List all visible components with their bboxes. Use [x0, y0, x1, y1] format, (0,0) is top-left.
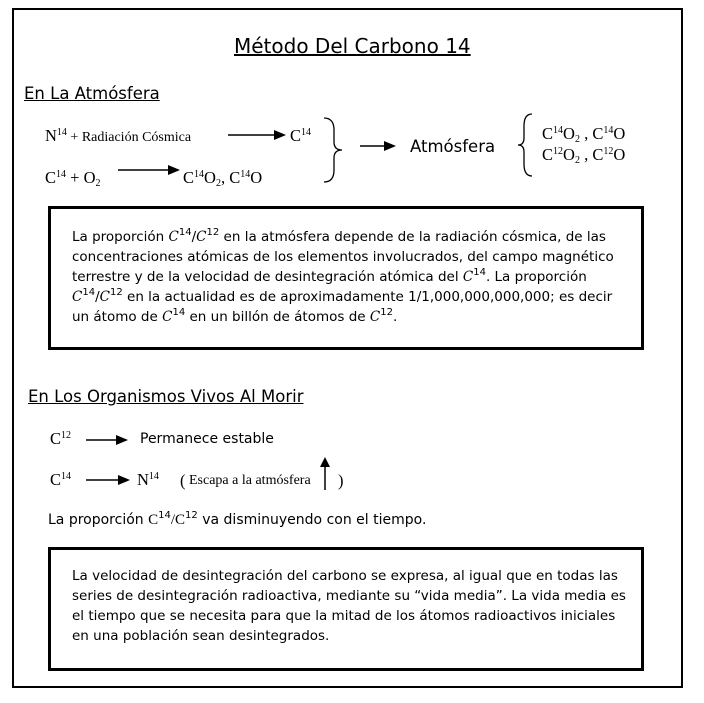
atmosphere-label: Atmósfera: [410, 137, 496, 156]
atmosphere-result-14: $C^{14}O_2$ , $C^{14}O$: [542, 124, 626, 145]
row-c12-result: Permanece estable: [140, 431, 274, 447]
arrow-icon: [86, 473, 130, 487]
row-c14-isotope: $C^{14}$: [50, 470, 72, 489]
info-text-half-life: [72, 566, 626, 646]
arrow-icon: [118, 163, 180, 177]
info-line: terrestre y de la velocidad de desintegración atómica del $C^{14}$. La proporción: [72, 267, 587, 285]
row-c14-escape-text: Escapa a la atmósfera: [189, 473, 311, 488]
row-c14-product: $N^{14}$: [137, 470, 159, 489]
reaction-1-left: $N^{14}$ + Radiación Cósmica: [45, 126, 192, 145]
info-line: series de desintegración radioactiva, mediante su “vida media”. La vida media es: [72, 588, 626, 604]
left-brace-icon: [516, 112, 536, 178]
arrow-icon: [360, 139, 396, 153]
info-line: un átomo de $C^{14}$ en un billón de átomos de $C^{12}$.: [72, 307, 398, 325]
arrow-icon: [86, 433, 128, 447]
info-line: en una población sean desintegrados.: [72, 628, 330, 644]
info-line: concentraciones atómicas de los elementos involucrados, del campo magnético: [72, 249, 614, 265]
reaction-1-product: $C^{14}$: [290, 126, 312, 145]
row-c14-close-paren: ): [338, 471, 344, 490]
section-heading-organisms: En Los Organismos Vivos Al Morir: [28, 387, 304, 406]
decay-ratio-text: La proporción $C^{14}/C^{12}$ va disminuyendo con el tiempo.: [48, 510, 427, 528]
row-c14-open-paren: (: [180, 471, 186, 490]
row-c12-isotope: $C^{12}$: [50, 429, 72, 448]
arrow-icon: [228, 128, 286, 142]
info-line: La velocidad de desintegración del carbono se expresa, al igual que en todas las: [72, 568, 618, 584]
info-text-atmosphere: [72, 227, 614, 327]
info-line: La proporción $C^{14}/C^{12}$ en la atmósfera depende de la radiación cósmica, de las: [72, 227, 606, 245]
page-title: Método Del Carbono 14: [234, 34, 471, 58]
up-arrow-icon: [319, 457, 331, 491]
info-line: el tiempo que se necesita para que la mitad de los átomos radioactivos iniciales: [72, 608, 616, 624]
reaction-2-products: $C^{14}O_2$, $C^{14}O$: [183, 168, 263, 189]
info-line: $C^{14}/C^{12}$ en la actualidad es de aproximadamente 1/1,000,000,000,000; es decir: [72, 287, 613, 305]
right-brace-icon: [320, 116, 344, 184]
reaction-2-left: $C^{14} + O_2$: [45, 168, 101, 189]
section-heading-atmosphere: En La Atmósfera: [24, 84, 160, 103]
atmosphere-result-12: $C^{12}O_2$ , $C^{12}O$: [542, 145, 626, 166]
